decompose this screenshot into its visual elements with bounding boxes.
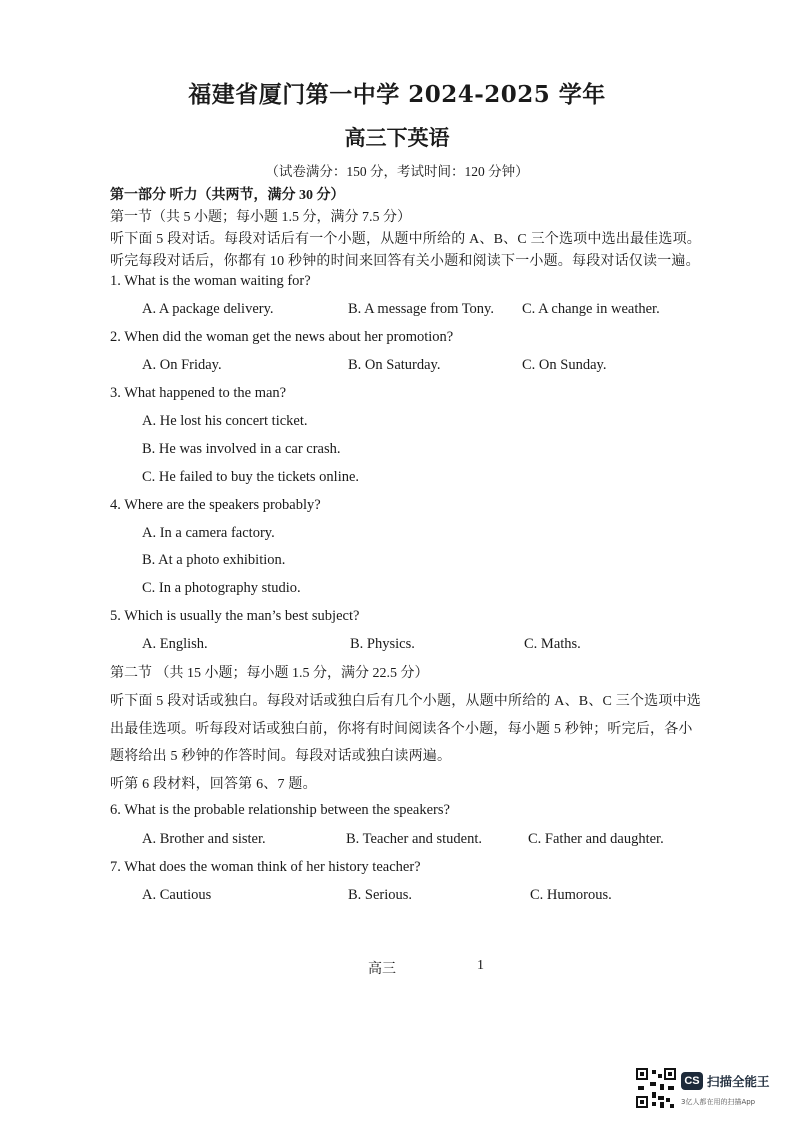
question-option: A. Brother and sister.	[142, 831, 266, 847]
section2-instruction-3: 题将给出 5 秒钟的作答时间。每段对话或独白读两遍。	[110, 749, 452, 764]
scanner-brand: 扫描全能王	[707, 1074, 770, 1089]
scanner-tagline: 3亿人都在用的扫描App	[681, 1098, 756, 1106]
question-option: A. On Friday.	[142, 357, 222, 373]
question-option: B. Physics.	[350, 636, 415, 652]
question-option: C. He failed to buy the tickets online.	[142, 469, 360, 485]
material-note: 听第 6 段材料，回答第 6、7 题。	[110, 777, 317, 792]
question-stem: 4. Where are the speakers probably?	[110, 497, 321, 513]
question-stem: 1. What is the woman waiting for?	[110, 273, 311, 289]
qr-code-icon	[636, 1068, 676, 1108]
question-stem: 6. What is the probable relationship between the speakers?	[110, 802, 450, 818]
question-option: C. A change in weather.	[522, 301, 660, 317]
page-title: 福建省厦门第一中学 2024-2025 学年	[188, 81, 606, 108]
question-option: A. He lost his concert ticket.	[142, 413, 308, 429]
question-option: A. In a camera factory.	[142, 525, 275, 541]
question-option: C. Father and daughter.	[528, 831, 664, 847]
question-option: A. A package delivery.	[142, 301, 274, 317]
section1-instruction-1: 听下面 5 段对话。每段对话后有一个小题，从题中所给的 A、B、C 三个选项中选出最佳选项。	[110, 232, 701, 247]
question-option: A. English.	[142, 636, 208, 652]
question-option: B. On Saturday.	[348, 357, 441, 373]
footer-grade: 高三	[368, 962, 396, 977]
question-stem: 5. Which is usually the man’s best subject?	[110, 608, 360, 624]
question-option: B. A message from Tony.	[348, 301, 494, 317]
question-option: C. In a photography studio.	[142, 580, 301, 596]
section2-instruction-1: 听下面 5 段对话或独白。每段对话或独白后有几个小题，从题中所给的 A、B、C 三个选项中选	[110, 694, 701, 709]
section1-heading: 第一节（共 5 小题；每小题 1.5 分，满分 7.5 分）	[110, 210, 411, 225]
question-option: B. Serious.	[348, 887, 413, 903]
question-option: B. Teacher and student.	[346, 831, 483, 847]
scanner-logo: CS	[681, 1072, 703, 1090]
question-stem: 7. What does the woman think of her history teacher?	[110, 859, 421, 875]
question-stem: 3. What happened to the man?	[110, 385, 287, 401]
question-option: C. Humorous.	[530, 887, 612, 903]
page-number: 1	[477, 958, 484, 973]
question-option: B. At a photo exhibition.	[142, 552, 286, 568]
question-option: B. He was involved in a car crash.	[142, 441, 341, 457]
section2-heading: 第二节 （共 15 小题；每小题 1.5 分，满分 22.5 分）	[110, 666, 429, 681]
page-subtitle: 高三下英语	[344, 125, 450, 150]
part1-heading: 第一部分 听力（共两节，满分 30 分）	[110, 188, 345, 203]
section1-instruction-2: 听完每段对话后，你都有 10 秒钟的时间来回答有关小题和阅读下一小题。每段对话仅读一遍。	[110, 254, 700, 269]
question-stem: 2. When did the woman get the news about her promotion?	[110, 329, 454, 345]
question-option: C. Maths.	[524, 636, 581, 652]
exam-meta: （试卷满分：150 分，考试时间：120 分钟）	[265, 164, 529, 179]
section2-instruction-2: 出最佳选项。听每段对话或独白前，你将有时间阅读各个小题，每小题 5 秒钟；听完后，各小	[110, 722, 693, 737]
question-option: C. On Sunday.	[522, 357, 607, 373]
question-option: A. Cautious	[142, 887, 212, 903]
